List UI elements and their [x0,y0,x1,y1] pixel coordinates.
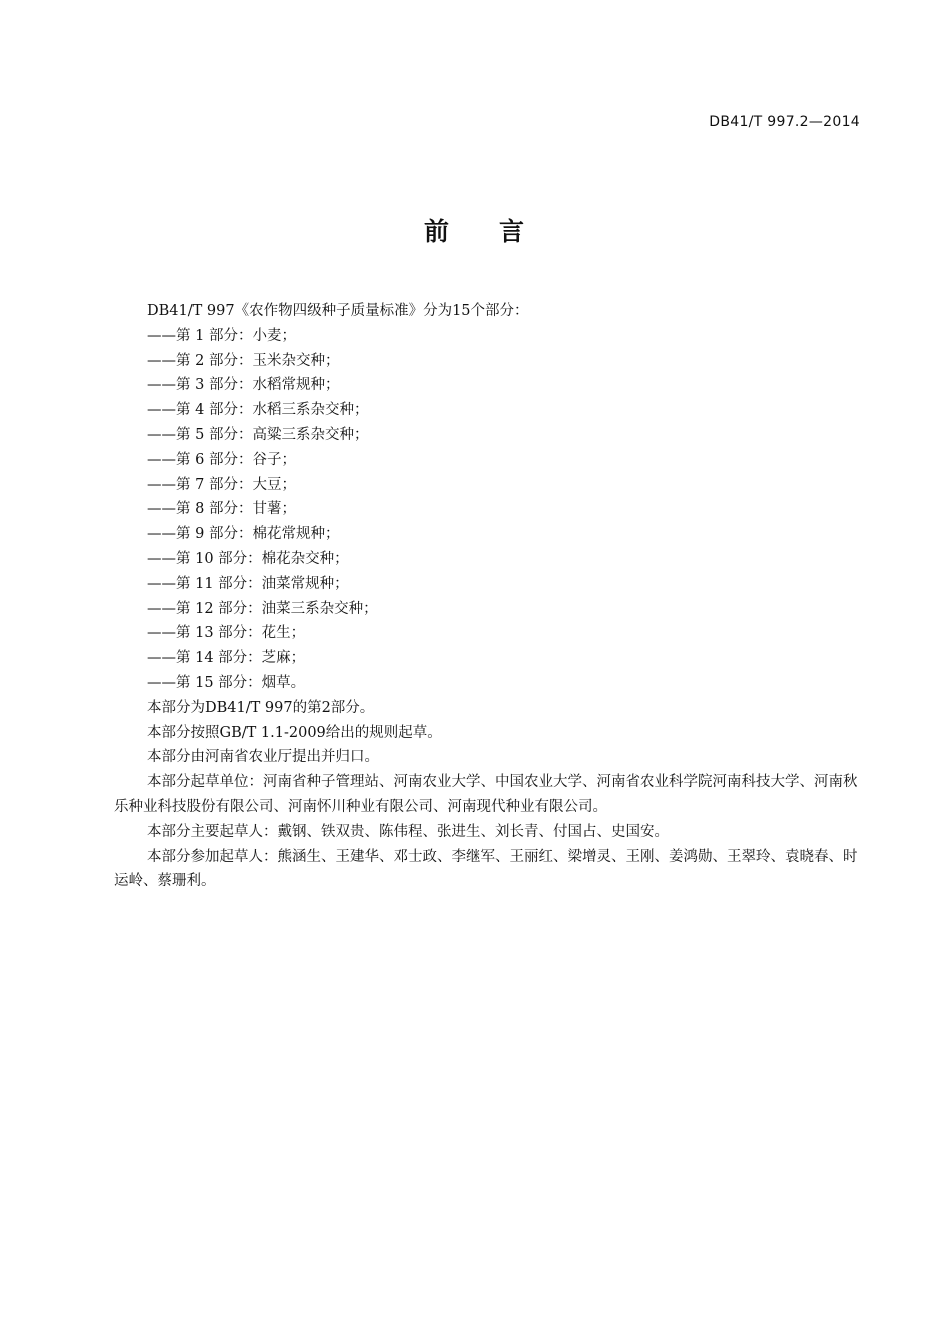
drafting-units-paragraph: 本部分起草单位：河南省种子管理站、河南农业大学、中国农业大学、河南省农业科学院河南科技大学、河南秋乐种业科技股份有限公司、河南怀川种业有限公司、河南现代种业有限公司。 [114,774,858,815]
list-item: ——第 12 部分：油菜三系杂交种； [147,600,378,617]
intro-paragraph: DB41/T 997《农作物四级种子质量标准》分为15个部分： [147,303,529,319]
title-char-1: 前 [423,217,451,246]
list-item: ——第 10 部分：棉花杂交种； [147,550,349,567]
list-item: ——第 8 部分：甘薯； [147,501,296,518]
participating-drafters-paragraph: 本部分参加起草人：熊涵生、王建华、邓士政、李继军、王丽红、梁增灵、王刚、姜鸿勋、王翠玲、袁晓春、时运岭、蔡珊利。 [114,848,858,890]
list-item: ——第 14 部分：芝麻； [147,650,306,667]
list-item: ——第 7 部分：大豆； [147,476,296,493]
main-drafters-paragraph: 本部分主要起草人：戴钢、铁双贵、陈伟程、张进生、刘长青、付国占、史国安。 [147,823,669,840]
list-item: ——第 15 部分：烟草。 [147,674,306,691]
foreword-body [114,299,864,894]
title-char-2: 言 [499,217,527,246]
list-item: ——第 5 部分：高粱三系杂交种； [147,426,369,443]
this-part-statement: 本部分为DB41/T 997的第2部分。 [147,699,375,716]
list-item: ——第 6 部分：谷子； [147,451,296,468]
proposed-by-statement: 本部分由河南省农业厅提出并归口。 [147,749,379,766]
section-title [0,212,950,248]
list-item: ——第 11 部分：油菜常规种； [147,575,349,592]
list-item: ——第 1 部分：小麦； [147,327,296,344]
parts-list [114,324,864,696]
list-item: ——第 9 部分：棉花常规种； [147,526,340,543]
drafting-rules-statement: 本部分按照GB/T 1.1-2009给出的规则起草。 [147,724,442,741]
list-item: ——第 3 部分：水稻常规种； [147,377,340,394]
list-item: ——第 4 部分：水稻三系杂交种； [147,402,369,419]
document-code: DB41/T 997.2—2014 [709,114,860,130]
list-item: ——第 2 部分：玉米杂交种； [147,352,340,369]
list-item: ——第 13 部分：花生； [147,625,306,642]
